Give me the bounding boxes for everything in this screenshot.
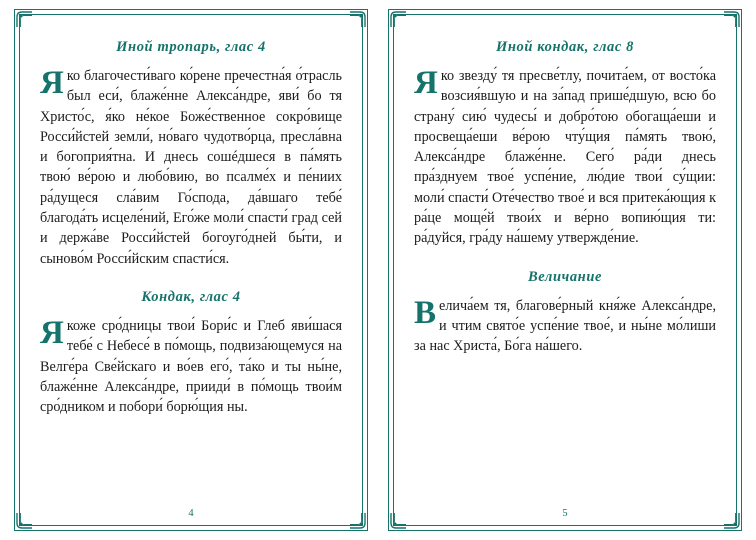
page-right [388, 9, 742, 531]
corner-ornament-icon [349, 11, 366, 28]
corner-ornament-icon [16, 11, 33, 28]
page-content [414, 39, 716, 497]
prayer-paragraph [40, 316, 342, 417]
prayer-text: коже сро́дницы твои́ Бори́с и Глеб яви́шася тебе́ с Небесе́ в по́мощь, подвиза́ющемуся на Велге́ра Све́йскаго и во́ев его́, та́ко и ты ны́не, блаже́нне Алекса́ндре, прииди́ в по́мощь твои́м сро́дником и побори́ борю́щия ны. [40, 317, 342, 416]
prayer-block [40, 289, 342, 417]
drop-cap: В [414, 294, 437, 331]
section-heading: Иной кондак, глас 8 [496, 39, 634, 55]
page-left [14, 9, 368, 531]
page-number: 5 [562, 508, 568, 519]
prayer-paragraph [414, 296, 716, 357]
section-heading: Иной тропарь, глас 4 [116, 39, 266, 55]
prayer-text: елича́ем тя, благове́рный кня́же Алекса́ндре, и чтим свято́е успе́ние твое́, и ны́не мо́лиши за нас Христа́, Бо́га на́шего. [414, 297, 716, 355]
corner-ornament-icon [390, 11, 407, 28]
section-heading: Величание [527, 268, 603, 285]
corner-ornament-icon [723, 11, 740, 28]
drop-cap: Я [40, 65, 64, 101]
prayer-block [414, 269, 716, 357]
drop-cap: Я [414, 65, 438, 101]
prayer-paragraph [40, 66, 342, 269]
prayer-paragraph [414, 66, 716, 249]
page-number: 4 [188, 508, 194, 519]
prayer-text: ко звезду́ тя пресве́тлу, почита́ем, от восто́ка возсия́вшую и на за́пад прише́дшую, всю бо страну́ сию́ чудесы́ и добро́тою обогаща́еши и просвеща́еши ве́рою чту́щия па́мять твою́, Алекса́ндре блаже́нне. Сего́ ра́ди днесь пра́зднуем твое́ успе́ние, лю́дие твои́ су́щии: моли́ спасти́ Оте́чество твое́ и вся притека́ющия к ра́це моще́й твои́х и ве́рно вопию́щия ти: ра́дуйся, гра́ду на́шему утвержде́ние. [414, 68, 716, 247]
page-content [40, 39, 342, 497]
section-heading: Кондак, глас 4 [141, 288, 241, 305]
prayer-block [40, 39, 342, 269]
prayer-text: ко благочести́ваго ко́рене пречестна́я о́трасль был еси́, блаже́нне Алекса́ндре, яви́ бо тя Христо́с, я́ко не́кое Боже́ственное сокро́вище Росси́йстей земли́, но́ваго чудотво́рца, пресла́вна и богоприя́тна. И днесь сошéдшеся в па́мять твою́ ве́рою и любо́вию, во псалме́х и пе́ниих ра́дущеся сла́вим Го́спода, да́вшаго тебе́ благода́ть исцеле́ний, Его́же моли́ спасти́ град сей и держа́ве Росси́йстей богоуго́дней бы́ти, и сыново́м Росси́йским спасти́ся. [40, 68, 342, 267]
drop-cap: Я [40, 314, 64, 351]
prayer-block [414, 39, 716, 249]
